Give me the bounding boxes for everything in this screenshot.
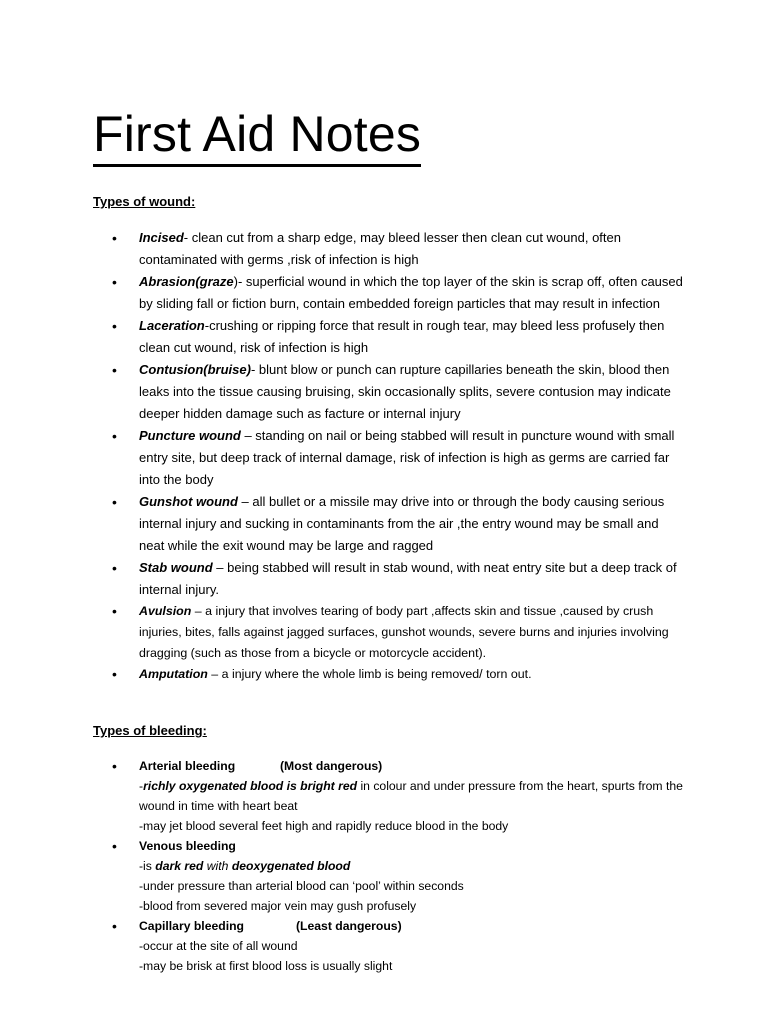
- text-fragment: with: [203, 859, 232, 873]
- bullet-icon: •: [112, 918, 117, 934]
- list-item: [93, 491, 683, 557]
- bleeding-detail: -occur at the site of all wound: [139, 939, 298, 953]
- bleeding-name: Venous bleeding: [139, 839, 236, 853]
- bleeding-heading: Types of bleeding:: [93, 723, 207, 738]
- wound-description: – standing on nail or being stabbed will result in puncture wound with small entry site, but deep track of internal damage, risk of infection is high as germs are carried far into the body: [139, 428, 675, 487]
- text-fragment: in colour and under pressure from the heart, spurts from the wound in time with heart beat: [139, 779, 683, 813]
- bullet-icon: •: [112, 494, 117, 510]
- bullet-icon: •: [112, 362, 117, 378]
- emphasis-text: deoxygenated blood: [231, 859, 351, 873]
- bullet-icon: •: [112, 230, 117, 246]
- wound-term: Laceration: [139, 318, 205, 333]
- danger-label: (Least dangerous): [296, 919, 402, 933]
- wound-description: )- superficial wound in which the top layer of the skin is scrap off, often caused by sliding fall or fiction burn, contain embedded foreign particles that may result in infection: [139, 274, 683, 311]
- emphasis-text: dark red: [155, 859, 204, 873]
- list-item: [93, 227, 683, 271]
- bleeding-name: Arterial bleeding: [139, 759, 236, 773]
- wound-description: – a injury that involves tearing of body part ,affects skin and tissue ,caused by crush injuries, bites, falls against jagged surfaces, gunshot wounds, severe burns and injuries involving dragging (such as those from a bicycle or motorcycle accident).: [139, 604, 669, 660]
- bleeding-title-line: [139, 916, 683, 936]
- wound-term: Abrasion(graze: [139, 274, 234, 289]
- wound-description: – being stabbed will result in stab wound, with neat entry site but a deep track of internal injury.: [139, 560, 677, 597]
- emphasis-text: richly oxygenated blood is bright red: [143, 779, 358, 793]
- wound-description: – a injury where the whole limb is being removed/ torn out.: [207, 667, 532, 681]
- list-item: [93, 916, 683, 976]
- bullet-icon: •: [112, 666, 117, 682]
- danger-label: (Most dangerous): [280, 759, 383, 773]
- wound-term: Avulsion: [139, 604, 192, 618]
- list-item: [93, 359, 683, 425]
- wound-description: - blunt blow or punch can rupture capillaries beneath the skin, blood then leaks into the tissue causing bruising, skin occasionally splits, severe contusion may indicate deeper hidden damage such as facture or internal injury: [139, 362, 671, 421]
- bleeding-detail: -may jet blood several feet high and rapidly reduce blood in the body: [139, 819, 509, 833]
- bleeding-detail: -under pressure than arterial blood can ‘pool’ within seconds: [139, 879, 464, 893]
- list-item: [93, 557, 683, 601]
- bullet-icon: •: [112, 838, 117, 854]
- wounds-heading: Types of wound:: [93, 194, 196, 209]
- wound-description: -crushing or ripping force that result in rough tear, may bleed less profusely then clean cut wound, risk of infection is high: [139, 318, 665, 355]
- bleeding-detail: [139, 856, 683, 876]
- wound-term: Amputation: [139, 667, 208, 681]
- text-fragment: -is: [139, 859, 156, 873]
- wounds-list: [93, 227, 683, 685]
- bleeding-detail: -blood from severed major vein may gush profusely: [139, 899, 417, 913]
- list-item: [93, 315, 683, 359]
- list-item: [93, 836, 683, 916]
- bullet-icon: •: [112, 274, 117, 290]
- list-item: [93, 664, 683, 685]
- text-fragment: -: [139, 779, 144, 793]
- bullet-icon: •: [112, 758, 117, 774]
- bleeding-name: Capillary bleeding: [139, 919, 244, 933]
- bleeding-detail: -may be brisk at first blood loss is usually slight: [139, 959, 393, 973]
- bleeding-detail: [139, 776, 683, 816]
- bleeding-title-line: [139, 756, 683, 776]
- bullet-icon: •: [112, 560, 117, 576]
- wound-description: - clean cut from a sharp edge, may bleed lesser then clean cut wound, often contaminated with germs ,risk of infection is high: [139, 230, 621, 267]
- bullet-icon: •: [112, 603, 117, 619]
- list-item: [93, 756, 683, 836]
- list-item: [93, 601, 683, 664]
- wound-description: – all bullet or a missile may drive into or through the body causing serious internal injury and sucking in contaminants from the air ,the entry wound may be small and neat while the exit wound may be large and ragged: [139, 494, 665, 553]
- wound-term: Contusion(bruise): [139, 362, 251, 377]
- list-item: [93, 271, 683, 315]
- bullet-icon: •: [112, 428, 117, 444]
- wound-term: Stab wound: [139, 560, 213, 575]
- bullet-icon: •: [112, 318, 117, 334]
- wound-term: Incised: [139, 230, 184, 245]
- wound-term: Gunshot wound: [139, 494, 238, 509]
- list-item: [93, 425, 683, 491]
- wound-term: Puncture wound: [139, 428, 241, 443]
- page-title: First Aid Notes: [93, 104, 421, 167]
- bleeding-list: [93, 756, 683, 976]
